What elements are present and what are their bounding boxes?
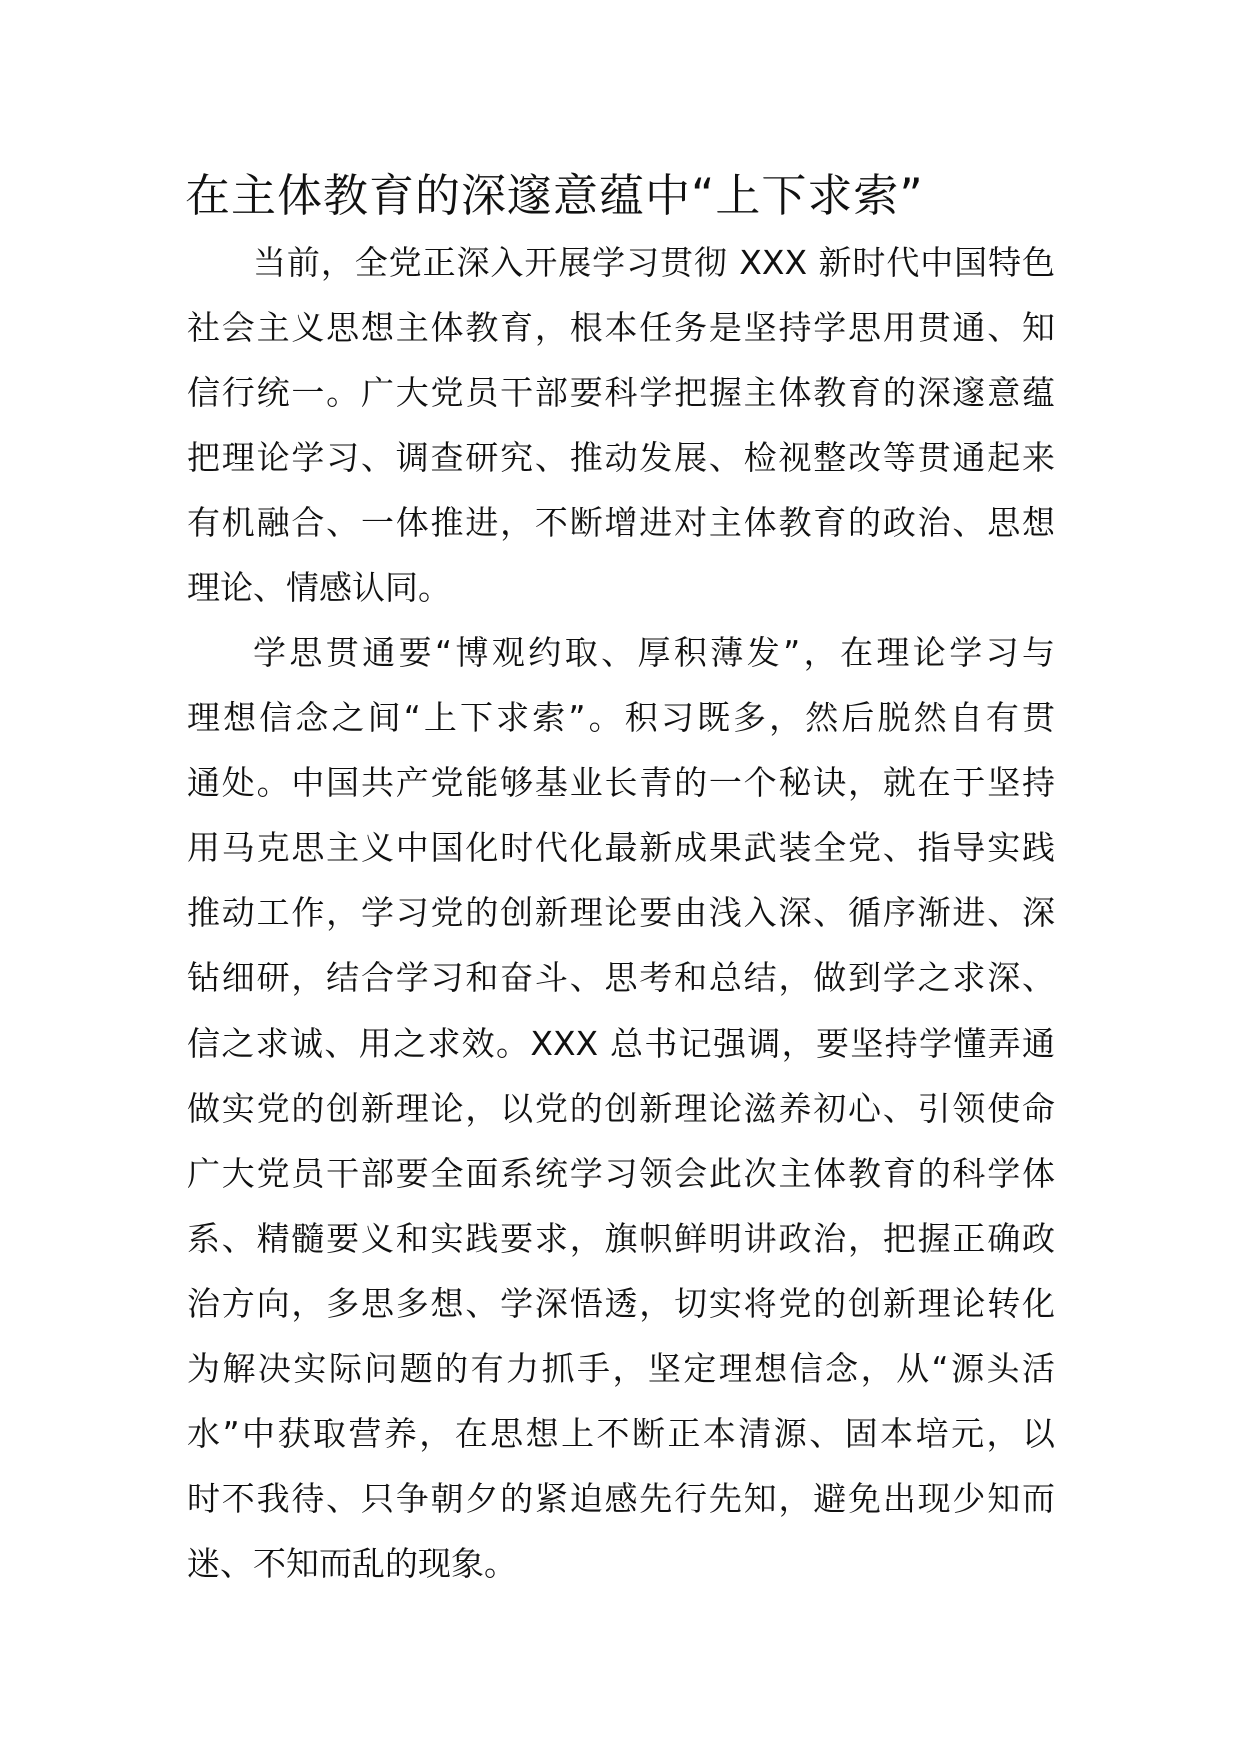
paragraph-line: 有机融合、一体推进，不断增进对主体教育的政治、思想 [187,503,1055,543]
paragraph-line: 理想信念之间“上下求索”。积习既多，然后脱然自有贯 [187,698,1055,738]
document-title: 在主体教育的深邃意蕴中“上下求索” [185,169,924,222]
paragraph-1 [187,230,1055,621]
paragraph-line: 把理论学习、调查研究、推动发展、检视整改等贯通起来 [187,438,1055,478]
paragraph-line: 治方向，多思多想、学深悟透，切实将党的创新理论转化 [187,1283,1055,1323]
paragraph-line: 信之求诚、用之求效。XXX 总书记强调，要坚持学懂弄通 [187,1023,1055,1063]
paragraph-line: 时不我待、只争朝夕的紧迫感先行先知，避免出现少知而 [187,1479,1055,1519]
paragraph-line: 钻细研，结合学习和奋斗、思考和总结，做到学之求深、 [187,958,1055,998]
paragraph-line: 通处。中国共产党能够基业长青的一个秘诀，就在于坚持 [187,763,1055,803]
paragraph-line: 信行统一。广大党员干部要科学把握主体教育的深邃意蕴 [187,373,1055,413]
paragraph-line: 学思贯通要“博观约取、厚积薄发”，在理论学习与 [253,633,1055,672]
paragraph-line: 理论、情感认同。 [187,568,451,608]
paragraph-line: 社会主义思想主体教育，根本任务是坚持学思用贯通、知 [187,308,1055,348]
paragraph-line: 迷、不知而乱的现象。 [187,1544,517,1584]
paragraph-2 [187,620,1055,1596]
paragraph-line: 为解决实际问题的有力抓手，坚定理想信念，从“源头活 [187,1349,1055,1389]
paragraph-line: 推动工作，学习党的创新理论要由浅入深、循序渐进、深 [187,893,1055,933]
paragraph-line: 广大党员干部要全面系统学习领会此次主体教育的科学体 [187,1153,1055,1193]
paragraph-line: 当前，全党正深入开展学习贯彻 XXX 新时代中国特色 [253,243,1055,282]
paragraph-line: 做实党的创新理论，以党的创新理论滋养初心、引领使命 [187,1088,1055,1128]
paragraph-line: 水”中获取营养，在思想上不断正本清源、固本培元，以 [187,1414,1055,1454]
paragraph-line: 系、精髓要义和实践要求，旗帜鲜明讲政治，把握正确政 [187,1218,1055,1258]
paragraph-line: 用马克思主义中国化时代化最新成果武装全党、指导实践 [187,828,1055,868]
